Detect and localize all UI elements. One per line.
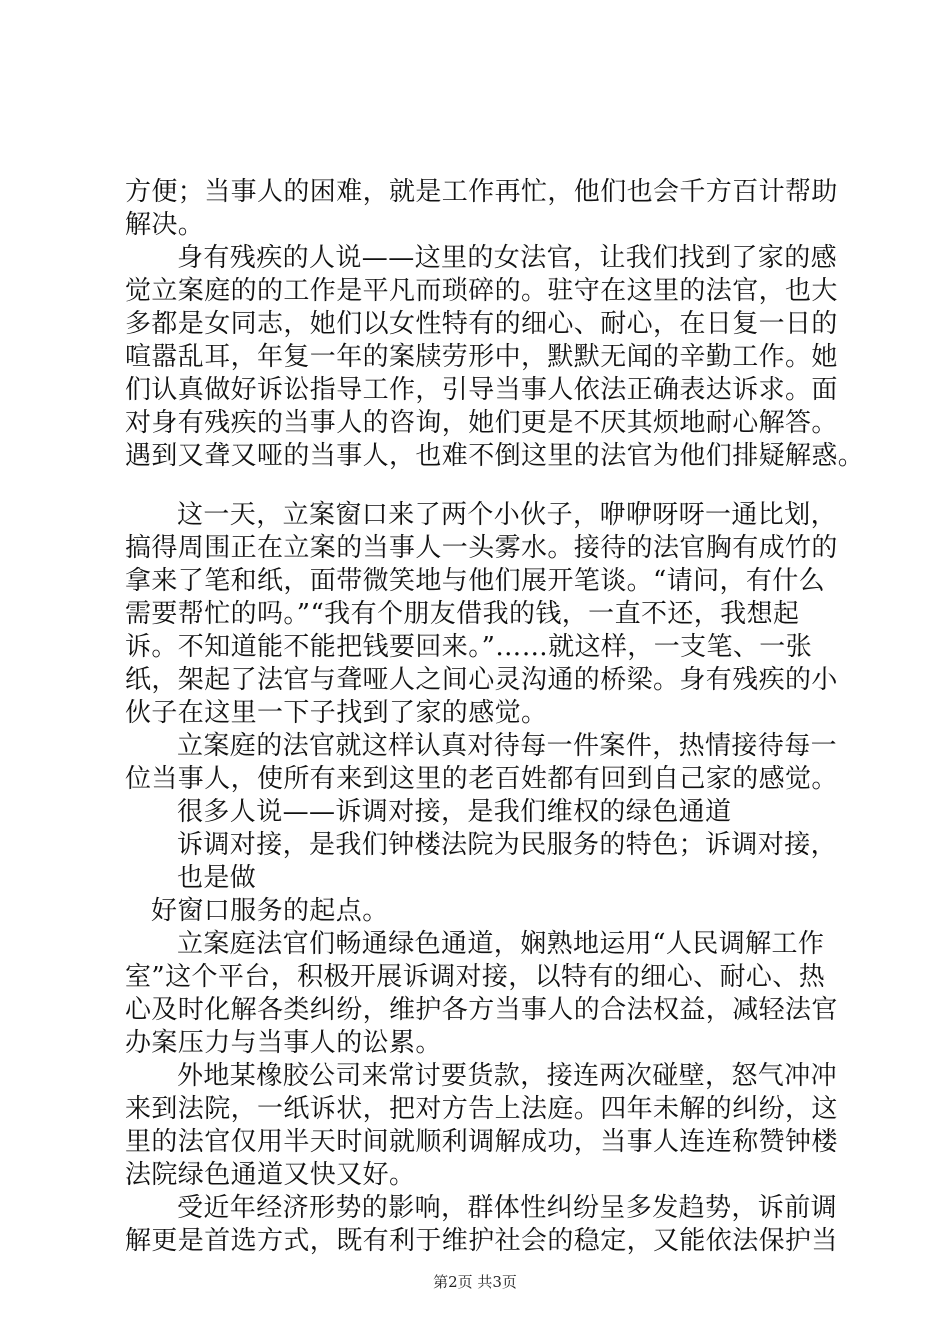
text-line: 诉。不知道能不能把钱要回来。”……就这样，一支笔、一张 xyxy=(125,632,813,662)
text-line: 法院绿色通道又快又好。 xyxy=(125,1160,416,1190)
text-line: 里的法官仅用半天时间就顺利调解成功，当事人连连称赞钟楼 xyxy=(125,1127,838,1157)
text-line: 诉调对接，是我们钟楼法院为民服务的特色；诉调对接， xyxy=(177,830,838,860)
text-line: 外地某橡胶公司来常讨要货款，接连两次碰壁，怒气冲冲 xyxy=(177,1061,838,1091)
text-line: 解决。 xyxy=(125,210,205,240)
text-line: 办案压力与当事人的讼累。 xyxy=(125,1028,442,1058)
text-line: 觉立案庭的的工作是平凡而琐碎的。驻守在这里的法官，也大 xyxy=(125,276,838,306)
text-line: 好窗口服务的起点。 xyxy=(151,896,389,926)
text-line: 室”这个平台，积极开展诉调对接，以特有的细心、耐心、热 xyxy=(125,962,826,992)
text-line: 位当事人，使所有来到这里的老百姓都有回到自己家的感觉。 xyxy=(125,764,838,794)
text-line: 喧嚣乱耳，年复一年的案牍劳形中，默默无闻的辛勤工作。她 xyxy=(125,342,838,372)
body-text xyxy=(125,176,865,1258)
text-line: 受近年经济形势的影响，群体性纠纷呈多发趋势，诉前调 xyxy=(177,1193,838,1223)
text-line: 拿来了笔和纸，面带微笑地与他们展开笔谈。“请问，有什么 xyxy=(125,566,826,596)
text-line: 方便；当事人的困难，就是工作再忙，他们也会千方百计帮助 xyxy=(125,177,838,207)
text-line: 搞得周围正在立案的当事人一头雾水。接待的法官胸有成竹的 xyxy=(125,533,838,563)
text-line: 心及时化解各类纠纷，维护各方当事人的合法权益，减轻法官 xyxy=(125,995,838,1025)
text-line: 解更是首选方式，既有利于维护社会的稳定，又能依法保护当 xyxy=(125,1226,838,1256)
text-line: 对身有残疾的当事人的咨询，她们更是不厌其烦地耐心解答。 xyxy=(125,408,838,438)
text-line: 遇到又聋又哑的当事人，也难不倒这里的法官为他们排疑解惑。 xyxy=(125,441,865,471)
text-line: 来到法院，一纸诉状，把对方告上法庭。四年未解的纠纷，这 xyxy=(125,1094,838,1124)
paragraph-gap xyxy=(125,473,837,499)
text-line: 多都是女同志，她们以女性特有的细心、耐心，在日复一日的 xyxy=(125,309,838,339)
text-line: 立案庭的法官就这样认真对待每一件案件，热情接待每一 xyxy=(177,731,838,761)
page-number-footer: 第2页 共3页 xyxy=(433,1273,517,1291)
text-line: 也是做 xyxy=(177,863,257,893)
text-line: 这一天，立案窗口来了两个小伙子，咿咿呀呀一通比划， xyxy=(177,500,838,530)
text-line: 很多人说——诉调对接，是我们维权的绿色通道 xyxy=(177,797,732,827)
text-line: 们认真做好诉讼指导工作，引导当事人依法正确表达诉求。面 xyxy=(125,375,838,405)
text-line: 立案庭法官们畅通绿色通道，娴熟地运用“人民调解工作 xyxy=(177,929,825,959)
text-line: 需要帮忙的吗。”“我有个朋友借我的钱，一直不还，我想起 xyxy=(125,599,800,629)
text-line: 纸，架起了法官与聋哑人之间心灵沟通的桥梁。身有残疾的小 xyxy=(125,665,838,695)
text-line: 身有残疾的人说——这里的女法官，让我们找到了家的感 xyxy=(177,243,838,273)
text-line: 伙子在这里一下子找到了家的感觉。 xyxy=(125,698,548,728)
